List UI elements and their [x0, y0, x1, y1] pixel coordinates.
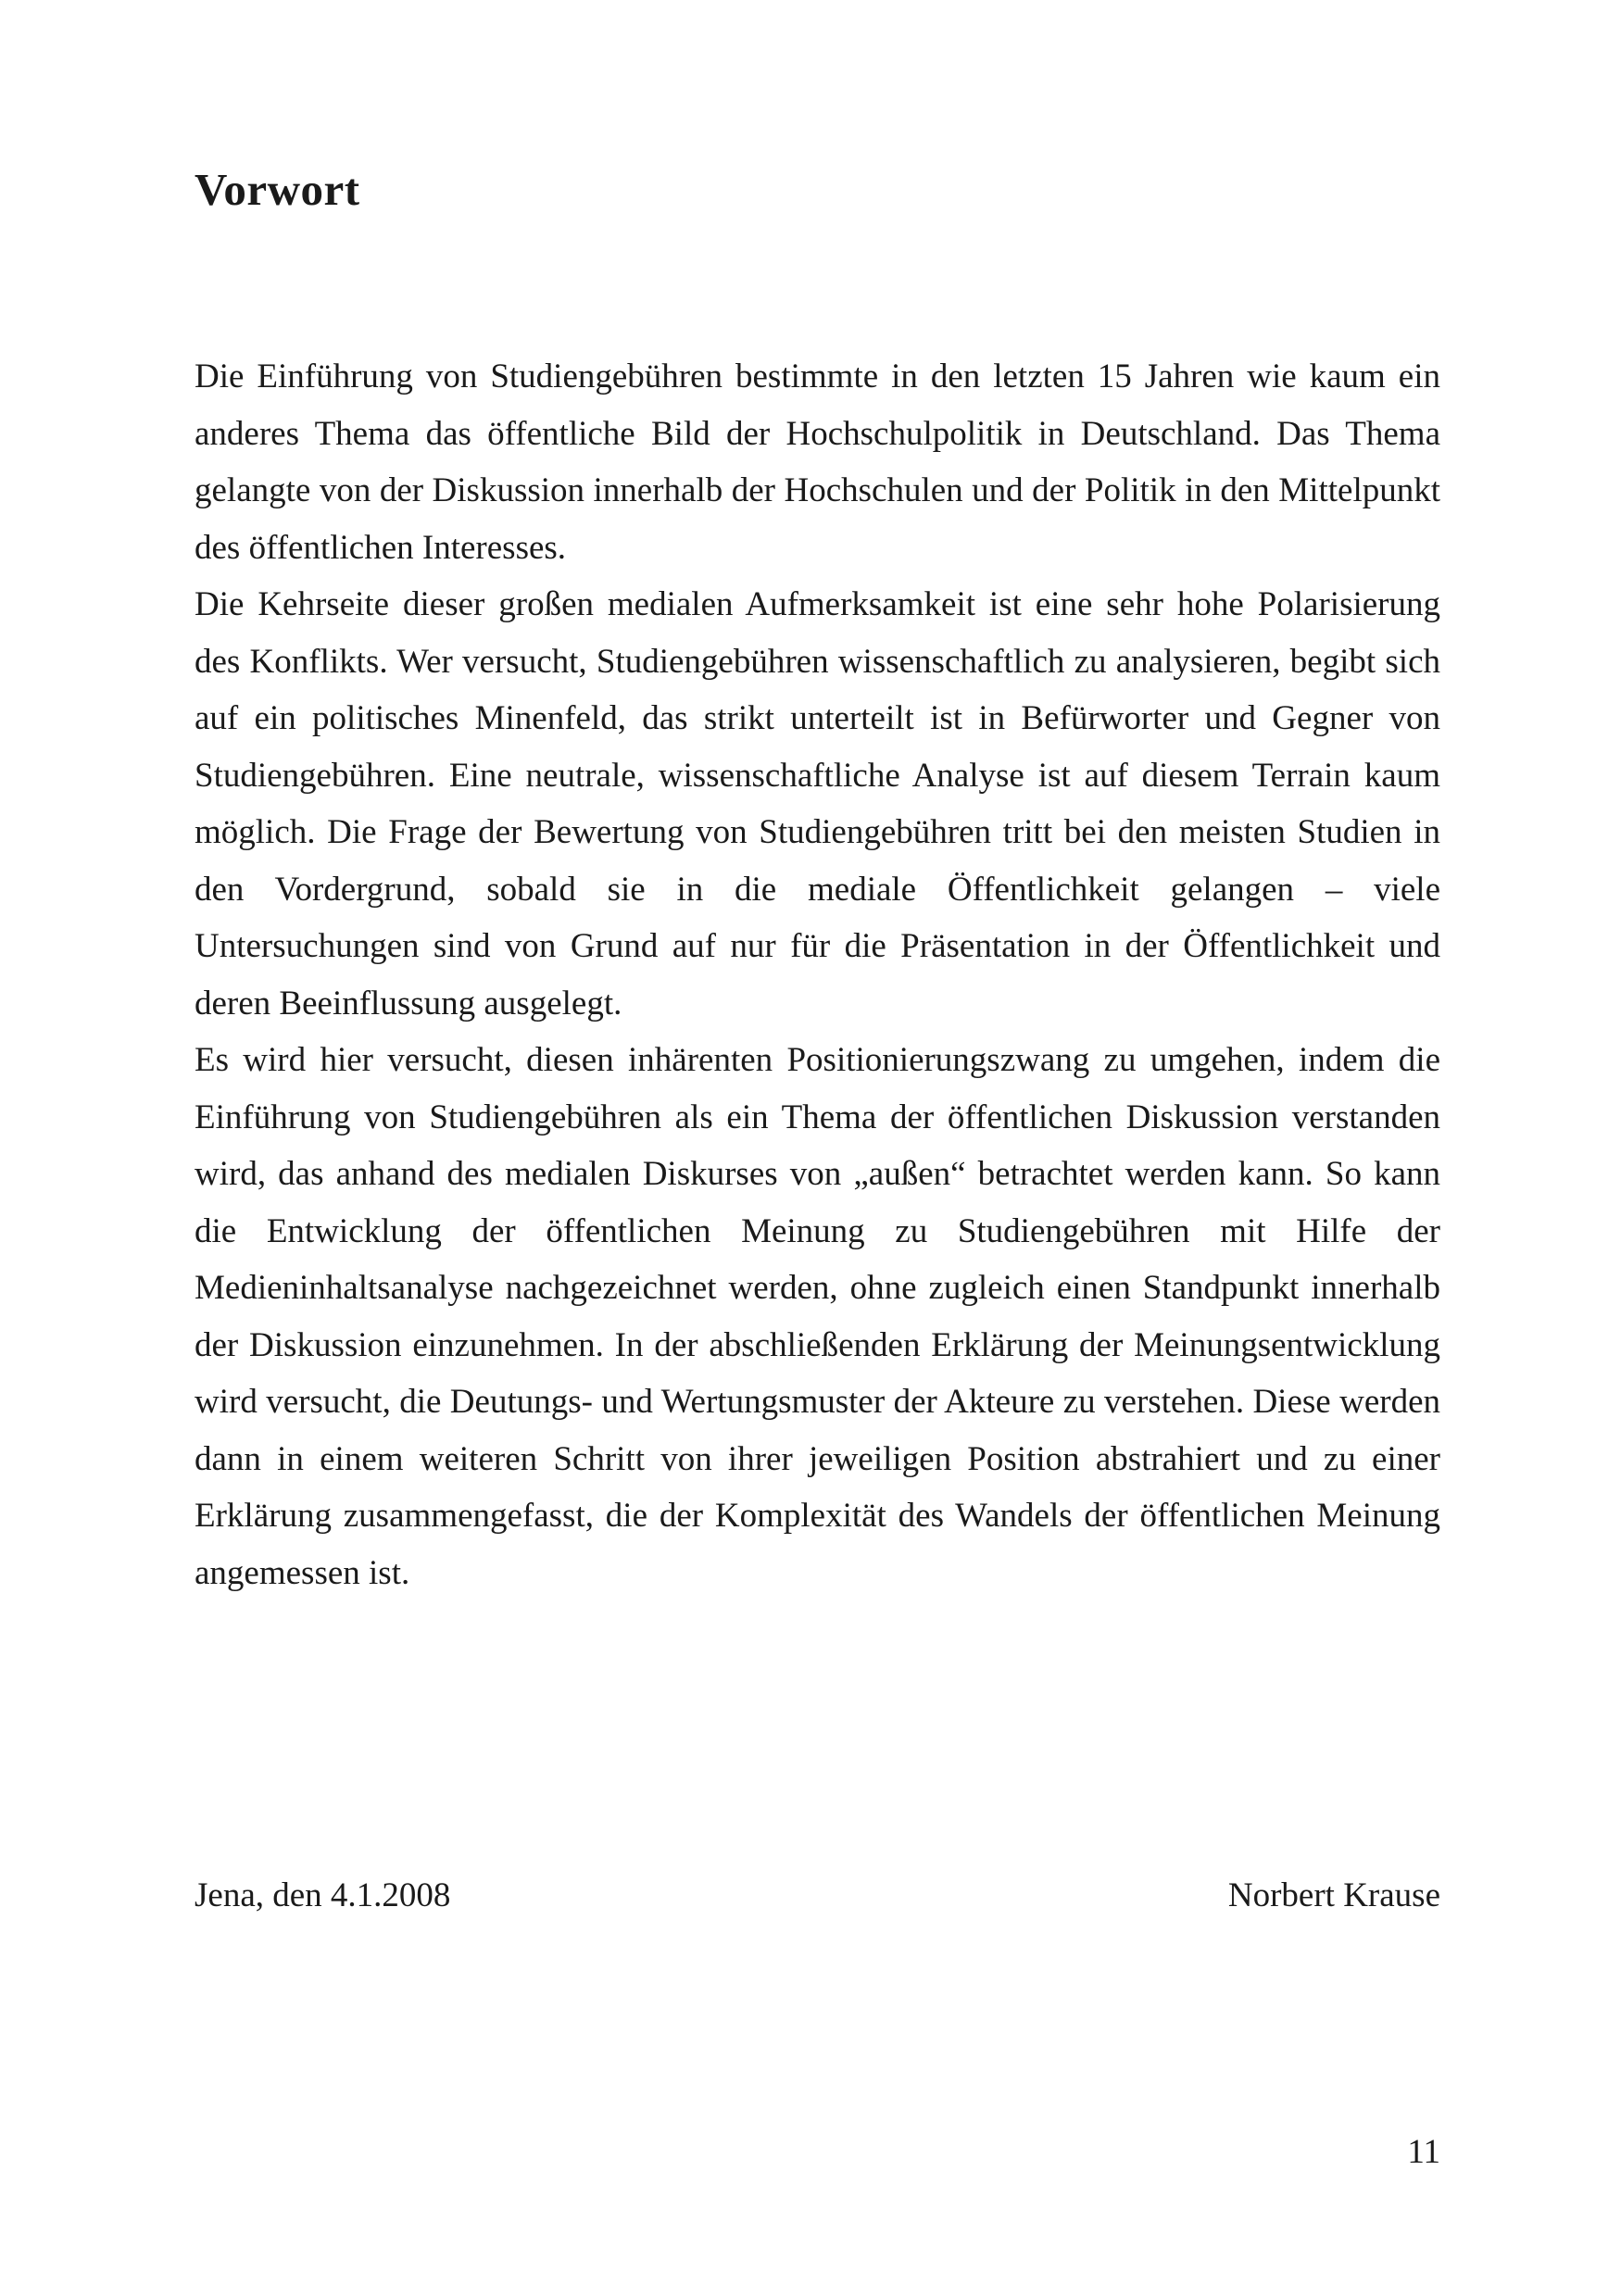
body-text	[195, 348, 1440, 1601]
paragraph-3: Es wird hier versucht, diesen inhärenten Positionierungszwang zu umgehen, indem die Einführung von Studiengebühren als ein Thema der öffentlichen Diskussion verstanden wird, das anhand des medialen Diskurses von „außen“ betrachtet werden kann. So kann die Entwicklung der öffentlichen Meinung zu Studiengebühren mit Hilfe der Medieninhaltsanalyse nachgezeichnet werden, ohne zugleich einen Standpunkt innerhalb der Diskussion einzunehmen. In der abschließenden Erklärung der Meinungsentwicklung wird versucht, die Deutungs- und Wertungsmuster der Akteure zu verstehen. Diese werden dann in einem weiteren Schritt von ihrer jeweiligen Position abstrahiert und zu einer Erklärung zusammengefasst, die der Komplexität des Wandels der öffentlichen Meinung angemessen ist.	[195, 1041, 1440, 1592]
paragraph-2: Die Kehrseite dieser großen medialen Aufmerksamkeit ist eine sehr hohe Polarisierung des Konflikts. Wer versucht, Studiengebühren wissenschaftlich zu analysieren, begibt sich auf ein politisches Minenfeld, das strikt unterteilt ist in Befürworter und Gegner von Studiengebühren. Eine neutrale, wissenschaftliche Analyse ist auf diesem Terrain kaum möglich. Die Frage der Bewertung von Studiengebühren tritt bei den meisten Studien in den Vordergrund, sobald sie in die mediale Öffentlichkeit gelangen – viele Untersuchungen sind von Grund auf nur für die Präsentation in der Öffentlichkeit und deren Beeinflussung ausgelegt.	[195, 585, 1440, 1023]
place-date: Jena, den 4.1.2008	[195, 1876, 451, 1914]
author-name: Norbert Krause	[1227, 1876, 1440, 1914]
paragraph-1: Die Einführung von Studiengebühren bestimmte in den letzten 15 Jahren wie kaum ein anderes Thema das öffentliche Bild der Hochschulpolitik in Deutschland. Das Thema gelangte von der Diskussion innerhalb der Hochschulen und der Politik in den Mittelpunkt des öffentlichen Interesses.	[195, 358, 1440, 567]
page-number: 11	[1407, 2133, 1440, 2171]
page-title: Vorwort	[195, 164, 360, 215]
